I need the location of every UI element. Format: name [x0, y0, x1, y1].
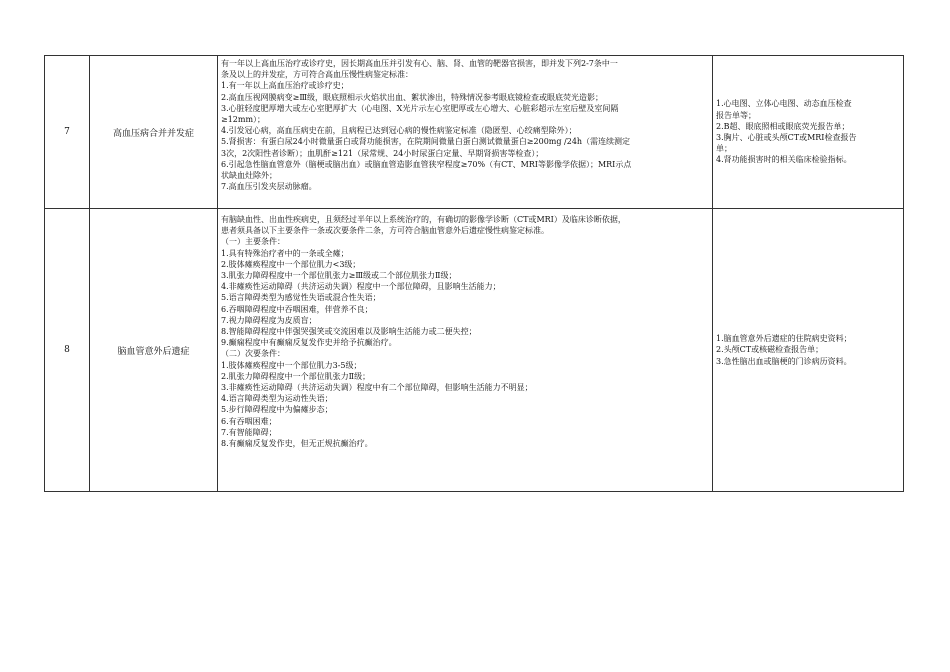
criteria-line: 1.肢体瘫痪程度中一个部位肌力3-5级；	[221, 360, 362, 370]
criteria-line: 6.有吞咽困难；	[221, 416, 277, 426]
criteria-line: 6.吞咽障碍程度中吞咽困难，伴营养不良；	[221, 304, 373, 314]
criteria-cell	[218, 56, 713, 209]
criteria-line: （一）主要条件：	[221, 237, 285, 247]
criteria-line: 2.肢体瘫痪程度中一个部位肌力<3级；	[221, 259, 361, 269]
criteria-line: 7.有智能障碍；	[221, 427, 277, 437]
criteria-line: 4.非瘫痪性运动障碍（共济运动失调）程度中一个部位障碍，且影响生活能力；	[221, 282, 501, 292]
criteria-line: 7.高血压引发夹层动脉瘤。	[221, 182, 317, 192]
row-number: 8	[45, 209, 90, 492]
criteria-line: 状缺血灶除外；	[221, 171, 277, 181]
criteria-line: 3.肌张力障碍程度中一个部位肌张力≥Ⅲ级或二个部位肌张力Ⅱ级；	[221, 271, 457, 281]
criteria-line: 条及以上的并发症，方可符合高血压慢性病鉴定标准：	[221, 70, 413, 80]
criteria-line: 1.具有特殊治疗者中的一条或全瘫；	[221, 248, 349, 258]
criteria-line: （二）次要条件：	[221, 349, 285, 359]
criteria-line: 6.引起急性脑血管意外（脑梗或脑出血）或脑血管造影血管狭窄程度≥70%（有CT、MRI等影像学依据）；MRI示点	[221, 159, 632, 169]
criteria-line: 3.非瘫痪性运动障碍（共济运动失调）程度中有二个部位障碍，但影响生活能力不明显；	[221, 383, 533, 393]
criteria-cell	[218, 209, 713, 492]
criteria-line: 5.语言障碍类型为感觉性失语或混合性失语；	[221, 293, 381, 303]
material-line: 单；	[716, 144, 732, 154]
materials-cell	[713, 56, 904, 209]
criteria-line: 2.高血压视网膜病变≥Ⅲ级，眼底照相示火焰状出血、絮状渗出，特殊情况参考眼底镜检查或眼底荧光造影；	[221, 92, 604, 102]
materials-cell	[713, 209, 904, 492]
criteria-line: 4.引发冠心病，高血压病史在前，且病程已达到冠心病的慢性病鉴定标准（隐匿型、心绞痛型除外）；	[221, 126, 577, 136]
criteria-line: 3次，2次阳性者诊断）；血肌酐≥121（尿常规、24小时尿蛋白定量、早期肾损害等检查）；	[221, 148, 544, 158]
material-line: 报告单等；	[716, 110, 756, 120]
criteria-line: 5.步行障碍程度中为偏瘫步态；	[221, 405, 333, 415]
row-number: 7	[45, 56, 90, 209]
criteria-line: 7.视力障碍程度为皮质盲；	[221, 315, 317, 325]
disease-criteria-table	[44, 55, 904, 492]
material-line: 3.急性脑出血或脑梗的门诊病历资料。	[716, 356, 852, 366]
material-line: 1.心电图、立体心电图、动态血压检查	[716, 99, 852, 109]
criteria-line: 9.癫痫程度中有癫痫反复发作史并给予抗癫治疗。	[221, 338, 397, 348]
criteria-line: 8.有癫痫反复发作史，但无正规抗癫治疗。	[221, 439, 373, 449]
criteria-line: 有脑缺血性、出血性疾病史，且须经过半年以上系统治疗的，有确切的影像学诊断（CT或MRI）及临床诊断依据，	[221, 215, 626, 224]
criteria-line: 3.心脏轻度肥厚增大或左心室肥厚扩大（心电图、X光片示左心室肥厚或左心增大、心脏彩超示左室后壁及室间隔	[221, 103, 619, 113]
material-line: 3.胸片、心脏或头颅CT或MRI检查报告	[716, 133, 857, 142]
criteria-line: 8.智能障碍程度中伴强哭强笑或交流困难以及影响生活能力或二便失控；	[221, 327, 477, 337]
material-line: 1.脑血管意外后遗症的住院病史资料；	[716, 334, 852, 344]
disease-name: 高血压病合并并发症	[90, 56, 218, 209]
material-line: 2.B超、眼底照相或眼底荧光报告单；	[716, 121, 850, 131]
table-row-8	[45, 209, 904, 492]
criteria-line: 有一年以上高血压治疗或诊疗史，因长期高血压并引发有心、脑、肾、血管的靶器官损害，即并发下列2-7条中一	[221, 59, 618, 68]
criteria-line: 5.肾损害：有蛋白尿24小时微量蛋白或肾功能损害，在院期间微量白蛋白测试微量蛋白≥200mg /24h（需连续测定	[221, 137, 631, 147]
material-line: 4.肾功能损害时的相关临床检验指标。	[716, 155, 852, 165]
criteria-line: ≥12mm）；	[221, 115, 266, 125]
criteria-line: 1.有一年以上高血压治疗或诊疗史；	[221, 81, 349, 91]
criteria-line: 患者须具备以下主要条件一条或次要条件二条，方可符合脑血管意外后遗症慢性病鉴定标准。	[221, 226, 549, 236]
disease-name: 脑血管意外后遗症	[90, 209, 218, 492]
material-line: 2.头颅CT或核磁检查报告单；	[716, 345, 824, 355]
criteria-line: 2.肌张力障碍程度中一个部位肌张力Ⅱ级；	[221, 371, 371, 381]
table-row-7	[45, 56, 904, 209]
criteria-line: 4.语言障碍类型为运动性失语；	[221, 394, 333, 404]
